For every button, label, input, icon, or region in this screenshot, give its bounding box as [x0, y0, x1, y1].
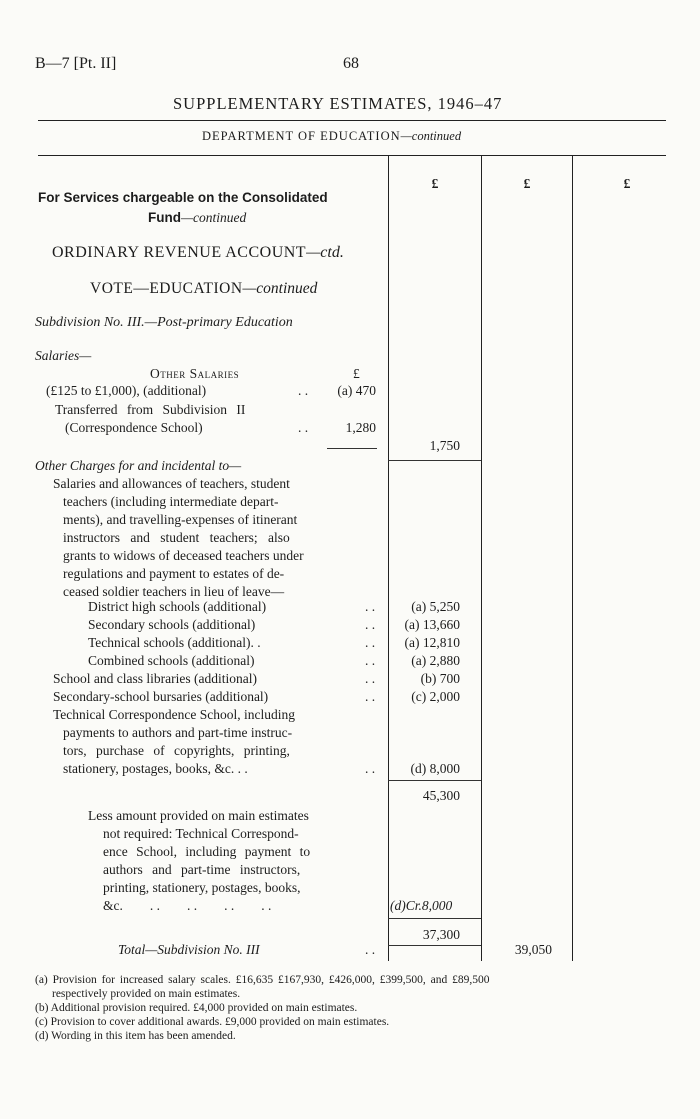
item-correspondence-value: (d) 8,000: [410, 761, 460, 776]
vote-label: VOTE—EDUCATION: [90, 280, 243, 297]
charges-description-line: ments), and travelling-expenses of itinerant: [63, 512, 298, 527]
item-bursaries: Secondary-school bursaries (additional): [53, 689, 269, 704]
salaries-row-3-value: 1,280: [345, 420, 376, 435]
item-secondary-dots: . .: [365, 617, 376, 632]
less-value: (d)Cr.8,000: [390, 898, 453, 913]
charges-sum-rule: [388, 780, 481, 781]
services-heading: For Services chargeable on the Consolidated: [38, 190, 328, 205]
fund-label: Fund: [148, 210, 181, 225]
charges-description-line: Salaries and allowances of teachers, student: [53, 476, 290, 491]
less-line: ence School, including payment to: [103, 844, 311, 859]
net-value: 37,300: [422, 927, 460, 942]
ordinary-revenue-heading: [52, 244, 344, 262]
vote-heading: [90, 280, 317, 298]
other-charges-label: Other Charges for and incidental to—: [35, 458, 242, 473]
salaries-row-1: (£125 to £1,000), (additional): [46, 383, 207, 398]
item-secondary-value: (a) 13,660: [404, 617, 460, 632]
salaries-row-3-dots: . .: [298, 420, 309, 435]
less-line: printing, stationery, postages, books,: [103, 880, 301, 895]
salaries-sum-rule: [327, 448, 377, 449]
department-heading: [202, 129, 461, 144]
column-1-pound: £: [431, 176, 439, 191]
ordinary-revenue-ctd: —ctd.: [306, 244, 344, 261]
footnote-a-continued: respectively provided on main estimates.: [52, 988, 241, 1000]
item-combined-value: (a) 2,880: [411, 653, 460, 668]
item-libraries: School and class libraries (additional): [53, 671, 257, 686]
salaries-row-1-value: (a) 470: [337, 383, 376, 398]
item-correspondence: Technical Correspondence School, including: [53, 707, 295, 722]
footnote-b: (b) Additional provision required. £4,000 provided on main estimates.: [35, 1002, 358, 1014]
charges-top-rule: [388, 460, 481, 461]
item-libraries-dots: . .: [365, 671, 376, 686]
footnote-d: (d) Wording in this item has been amended.: [35, 1030, 236, 1042]
less-line: not required: Technical Correspond-: [103, 826, 299, 841]
less-sum-rule: [388, 918, 481, 919]
page-reference: B—7 [Pt. II]: [35, 55, 117, 72]
charges-sum: 45,300: [422, 788, 460, 803]
salaries-total: 1,750: [429, 438, 460, 453]
column-rule-2: [481, 156, 482, 961]
salaries-label: Salaries—: [35, 348, 92, 363]
fund-continued: —continued: [181, 210, 247, 225]
item-libraries-value: (b) 700: [420, 671, 460, 686]
page-number: 68: [343, 55, 359, 72]
total-dots: . .: [365, 942, 376, 957]
column-3-pound: £: [623, 176, 631, 191]
item-correspondence-line: payments to authors and part-time instruc-: [63, 725, 293, 740]
less-line: &c. . . . . . . . .: [103, 898, 272, 913]
ordinary-revenue-label: ORDINARY REVENUE ACCOUNT: [52, 244, 307, 261]
total-value: 39,050: [514, 942, 552, 957]
department-continued: —continued: [400, 129, 462, 143]
other-salaries-label: Other Salaries: [150, 366, 240, 381]
page-title: SUPPLEMENTARY ESTIMATES, 1946–47: [173, 94, 503, 113]
column-rule-1: [388, 156, 389, 961]
item-correspondence-dots: . .: [365, 761, 376, 776]
charges-description-line: ceased soldier teachers in lieu of leave—: [63, 584, 285, 599]
fund-heading: [148, 210, 246, 226]
item-district-high: District high schools (additional): [88, 599, 267, 614]
item-technical-dots: . .: [365, 635, 376, 650]
footnote-c: (c) Provision to cover additional awards. £9,000 provided on main estimates.: [35, 1016, 390, 1028]
item-district-high-dots: . .: [365, 599, 376, 614]
salaries-row-3: (Correspondence School): [65, 420, 203, 435]
subdivision-heading: Subdivision No. III.—Post-primary Education: [35, 315, 293, 330]
total-rule: [388, 945, 481, 946]
item-combined: Combined schools (additional): [88, 653, 255, 668]
footnote-a: (a) Provision for increased salary scales. £16,635 £167,930, £426,000, £399,500, and £89,500: [35, 974, 490, 986]
item-technical-value: (a) 12,810: [404, 635, 460, 650]
title-rule: [38, 120, 666, 121]
item-bursaries-dots: . .: [365, 689, 376, 704]
item-secondary: Secondary schools (additional): [88, 617, 256, 632]
less-line: Less amount provided on main estimates: [88, 808, 309, 823]
item-correspondence-line: stationery, postages, books, &c. . .: [63, 761, 248, 776]
charges-description-line: regulations and payment to estates of de-: [63, 566, 285, 581]
item-district-high-value: (a) 5,250: [411, 599, 460, 614]
charges-description-line: grants to widows of deceased teachers under: [63, 548, 304, 563]
column-2-pound: £: [523, 176, 531, 191]
column-rule-3: [572, 156, 573, 961]
item-combined-dots: . .: [365, 653, 376, 668]
vote-continued: —continued: [242, 280, 318, 297]
total-label: Total—Subdivision No. III: [118, 942, 260, 957]
charges-description-line: instructors and student teachers; also: [63, 530, 290, 545]
less-line: authors and part-time instructors,: [103, 862, 301, 877]
salaries-row-1-dots: . .: [298, 383, 309, 398]
department-name: DEPARTMENT OF EDUCATION: [202, 129, 401, 143]
item-technical: Technical schools (additional). .: [88, 635, 261, 650]
charges-description-line: teachers (including intermediate depart-: [63, 494, 279, 509]
item-correspondence-line: tors, purchase of copyrights, printing,: [63, 743, 290, 758]
salaries-row-2: Transferred from Subdivision II: [55, 402, 246, 417]
salaries-pound: £: [353, 366, 360, 381]
item-bursaries-value: (c) 2,000: [411, 689, 460, 704]
